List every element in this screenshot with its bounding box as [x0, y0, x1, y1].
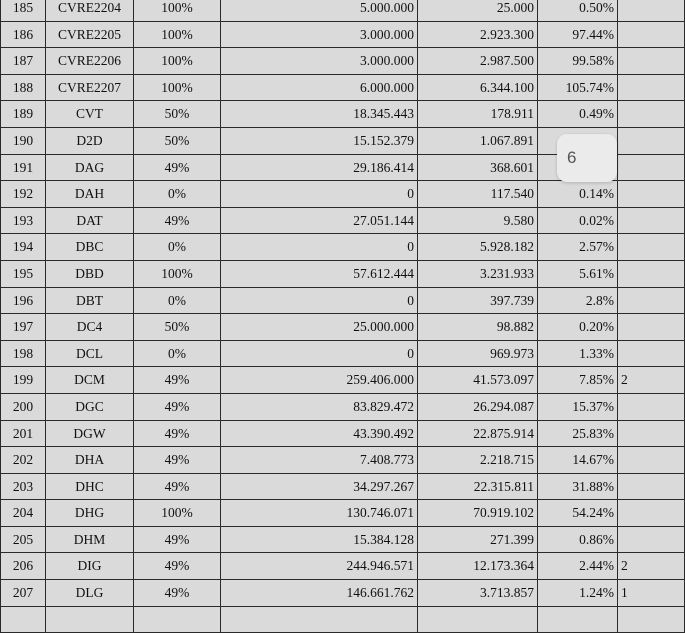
ratio-cell: 100%	[134, 0, 221, 21]
holding-value-cell: 9.580	[418, 207, 538, 234]
limit-value-cell: 18.345.443	[221, 101, 418, 128]
limit-value-cell: 0	[221, 181, 418, 208]
ratio-cell: 50%	[134, 314, 221, 341]
stock-code-cell: DBT	[46, 287, 134, 314]
table-row	[1, 101, 685, 128]
limit-value-cell: 25.000.000	[221, 314, 418, 341]
limit-value-cell: 34.297.267	[221, 473, 418, 500]
limit-value-cell: 15.384.128	[221, 526, 418, 553]
overflow-cell	[618, 420, 685, 447]
table-row	[1, 207, 685, 234]
stock-code-cell: CVT	[46, 101, 134, 128]
table-row	[1, 500, 685, 527]
ratio-cell: 0%	[134, 340, 221, 367]
limit-value-cell: 83.829.472	[221, 393, 418, 420]
limit-value-cell: 7.408.773	[221, 447, 418, 474]
overflow-cell	[618, 393, 685, 420]
holding-value-cell: 2.987.500	[418, 48, 538, 75]
row-number-cell: 199	[1, 367, 46, 394]
overflow-cell	[618, 74, 685, 101]
percent-cell: 15.37%	[538, 393, 618, 420]
overflow-cell	[618, 606, 685, 633]
limit-value-cell: 6.000.000	[221, 74, 418, 101]
ratio-cell: 49%	[134, 580, 221, 607]
table-row	[1, 473, 685, 500]
limit-value-cell: 0	[221, 340, 418, 367]
limit-value-cell: 244.946.571	[221, 553, 418, 580]
overflow-cell	[618, 260, 685, 287]
ratio-cell: 0%	[134, 234, 221, 261]
ratio-cell: 49%	[134, 473, 221, 500]
percent-cell: 0.20%	[538, 314, 618, 341]
table-row	[1, 447, 685, 474]
overflow-cell	[618, 127, 685, 154]
overflow-cell	[618, 154, 685, 181]
ratio-cell: 49%	[134, 420, 221, 447]
ratio-cell: 49%	[134, 526, 221, 553]
limit-value-cell: 259.406.000	[221, 367, 418, 394]
ratio-cell: 49%	[134, 393, 221, 420]
holding-value-cell: 70.919.102	[418, 500, 538, 527]
row-number-cell: 201	[1, 420, 46, 447]
percent-cell: 0.49%	[538, 101, 618, 128]
row-number-cell: 200	[1, 393, 46, 420]
row-number-cell: 193	[1, 207, 46, 234]
ratio-cell	[134, 606, 221, 633]
row-number-cell: 203	[1, 473, 46, 500]
holding-value-cell: 1.067.891	[418, 127, 538, 154]
holding-value-cell: 98.882	[418, 314, 538, 341]
row-number-cell: 205	[1, 526, 46, 553]
ratio-cell: 100%	[134, 48, 221, 75]
limit-value-cell: 0	[221, 234, 418, 261]
row-number-cell: 190	[1, 127, 46, 154]
table-row	[1, 181, 685, 208]
overflow-cell	[618, 473, 685, 500]
holding-value-cell: 3.231.933	[418, 260, 538, 287]
holding-value-cell: 117.540	[418, 181, 538, 208]
overflow-cell	[618, 287, 685, 314]
table-row	[1, 367, 685, 394]
page-number-label: 6	[567, 148, 577, 167]
table-row	[1, 314, 685, 341]
table-row	[1, 287, 685, 314]
percent-cell: 0.50%	[538, 0, 618, 21]
limit-value-cell	[221, 606, 418, 633]
holding-value-cell: 6.344.100	[418, 74, 538, 101]
holding-value-cell: 26.294.087	[418, 393, 538, 420]
overflow-cell	[618, 21, 685, 48]
percent-cell: 14.67%	[538, 447, 618, 474]
percent-cell: 97.44%	[538, 21, 618, 48]
overflow-cell	[618, 48, 685, 75]
holding-value-cell: 368.601	[418, 154, 538, 181]
table-body	[1, 0, 685, 633]
overflow-cell	[618, 340, 685, 367]
percent-cell: 1.33%	[538, 340, 618, 367]
limit-value-cell: 146.661.762	[221, 580, 418, 607]
table-row	[1, 340, 685, 367]
table-row	[1, 553, 685, 580]
ratio-cell: 100%	[134, 21, 221, 48]
holding-value-cell: 271.399	[418, 526, 538, 553]
stock-code-cell: DGW	[46, 420, 134, 447]
overflow-cell	[618, 447, 685, 474]
row-number-cell: 204	[1, 500, 46, 527]
overflow-cell	[618, 101, 685, 128]
ratio-cell: 0%	[134, 287, 221, 314]
ratio-cell: 100%	[134, 260, 221, 287]
stock-code-cell: CVRE2207	[46, 74, 134, 101]
holding-value-cell: 25.000	[418, 0, 538, 21]
row-number-cell	[1, 606, 46, 633]
holding-value-cell: 22.875.914	[418, 420, 538, 447]
stock-code-cell: DAH	[46, 181, 134, 208]
stock-code-cell: DC4	[46, 314, 134, 341]
holding-value-cell: 397.739	[418, 287, 538, 314]
stock-code-cell	[46, 606, 134, 633]
stock-code-cell: DAT	[46, 207, 134, 234]
percent-cell: 31.88%	[538, 473, 618, 500]
table-row	[1, 234, 685, 261]
holding-value-cell: 12.173.364	[418, 553, 538, 580]
ratio-cell: 100%	[134, 74, 221, 101]
percent-cell: 25.83%	[538, 420, 618, 447]
stock-code-cell: DHC	[46, 473, 134, 500]
percent-cell: 0.02%	[538, 207, 618, 234]
row-number-cell: 185	[1, 0, 46, 21]
ratio-cell: 49%	[134, 207, 221, 234]
percent-cell: 2.8%	[538, 287, 618, 314]
table-row	[1, 393, 685, 420]
limit-value-cell: 15.152.379	[221, 127, 418, 154]
overflow-cell: 2	[618, 367, 685, 394]
row-number-cell: 198	[1, 340, 46, 367]
limit-value-cell: 27.051.144	[221, 207, 418, 234]
ratio-cell: 49%	[134, 154, 221, 181]
limit-value-cell: 130.746.071	[221, 500, 418, 527]
row-number-cell: 194	[1, 234, 46, 261]
overflow-cell	[618, 0, 685, 21]
holding-value-cell: 178.911	[418, 101, 538, 128]
holding-value-cell	[418, 606, 538, 633]
holding-value-cell: 5.928.182	[418, 234, 538, 261]
table-row	[1, 21, 685, 48]
percent-cell: 0.14%	[538, 181, 618, 208]
overflow-cell	[618, 181, 685, 208]
overflow-cell	[618, 314, 685, 341]
row-number-cell: 191	[1, 154, 46, 181]
row-number-cell: 192	[1, 181, 46, 208]
stock-code-cell: DBC	[46, 234, 134, 261]
ratio-cell: 49%	[134, 367, 221, 394]
ratio-cell: 50%	[134, 127, 221, 154]
holding-value-cell: 22.315.811	[418, 473, 538, 500]
percent-cell: 2.44%	[538, 553, 618, 580]
limit-value-cell: 0	[221, 287, 418, 314]
stock-code-cell: DBD	[46, 260, 134, 287]
percent-cell: 99.58%	[538, 48, 618, 75]
row-number-cell: 197	[1, 314, 46, 341]
percent-cell: 0.86%	[538, 526, 618, 553]
table-row	[1, 260, 685, 287]
overflow-cell	[618, 500, 685, 527]
ratio-cell: 49%	[134, 447, 221, 474]
row-number-cell: 196	[1, 287, 46, 314]
stock-code-cell: DHA	[46, 447, 134, 474]
ratio-cell: 50%	[134, 101, 221, 128]
table-row	[1, 0, 685, 21]
table-row	[1, 606, 685, 633]
ratio-cell: 0%	[134, 181, 221, 208]
limit-value-cell: 3.000.000	[221, 21, 418, 48]
percent-cell: 5.61%	[538, 260, 618, 287]
stock-code-cell: DIG	[46, 553, 134, 580]
stock-code-cell: CVRE2205	[46, 21, 134, 48]
overflow-cell: 1	[618, 580, 685, 607]
percent-cell: 54.24%	[538, 500, 618, 527]
limit-value-cell: 43.390.492	[221, 420, 418, 447]
page-number-badge[interactable]	[557, 134, 617, 182]
limit-value-cell: 5.000.000	[221, 0, 418, 21]
table-row	[1, 420, 685, 447]
holding-value-cell: 3.713.857	[418, 580, 538, 607]
row-number-cell: 189	[1, 101, 46, 128]
ratio-cell: 100%	[134, 500, 221, 527]
limit-value-cell: 29.186.414	[221, 154, 418, 181]
row-number-cell: 206	[1, 553, 46, 580]
table-row	[1, 580, 685, 607]
holding-value-cell: 2.218.715	[418, 447, 538, 474]
percent-cell: 2.57%	[538, 234, 618, 261]
percent-cell: 1.24%	[538, 580, 618, 607]
percent-cell: 7.85%	[538, 367, 618, 394]
table-row	[1, 526, 685, 553]
overflow-cell: 2	[618, 553, 685, 580]
table-row	[1, 48, 685, 75]
stock-code-cell: DAG	[46, 154, 134, 181]
row-number-cell: 188	[1, 74, 46, 101]
stock-code-cell: DCM	[46, 367, 134, 394]
limit-value-cell: 57.612.444	[221, 260, 418, 287]
row-number-cell: 186	[1, 21, 46, 48]
stock-code-cell: DGC	[46, 393, 134, 420]
stock-code-cell: DHM	[46, 526, 134, 553]
stock-code-cell: CVRE2206	[46, 48, 134, 75]
stock-code-cell: D2D	[46, 127, 134, 154]
holding-value-cell: 969.973	[418, 340, 538, 367]
overflow-cell	[618, 207, 685, 234]
stock-code-cell: CVRE2204	[46, 0, 134, 21]
row-number-cell: 195	[1, 260, 46, 287]
stock-code-cell: DLG	[46, 580, 134, 607]
holding-value-cell: 41.573.097	[418, 367, 538, 394]
table-row	[1, 74, 685, 101]
ratio-cell: 49%	[134, 553, 221, 580]
overflow-cell	[618, 526, 685, 553]
percent-cell: 105.74%	[538, 74, 618, 101]
percent-cell	[538, 606, 618, 633]
limit-value-cell: 3.000.000	[221, 48, 418, 75]
row-number-cell: 202	[1, 447, 46, 474]
row-number-cell: 187	[1, 48, 46, 75]
overflow-cell	[618, 234, 685, 261]
row-number-cell: 207	[1, 580, 46, 607]
holding-value-cell: 2.923.300	[418, 21, 538, 48]
stock-code-cell: DHG	[46, 500, 134, 527]
stock-code-cell: DCL	[46, 340, 134, 367]
